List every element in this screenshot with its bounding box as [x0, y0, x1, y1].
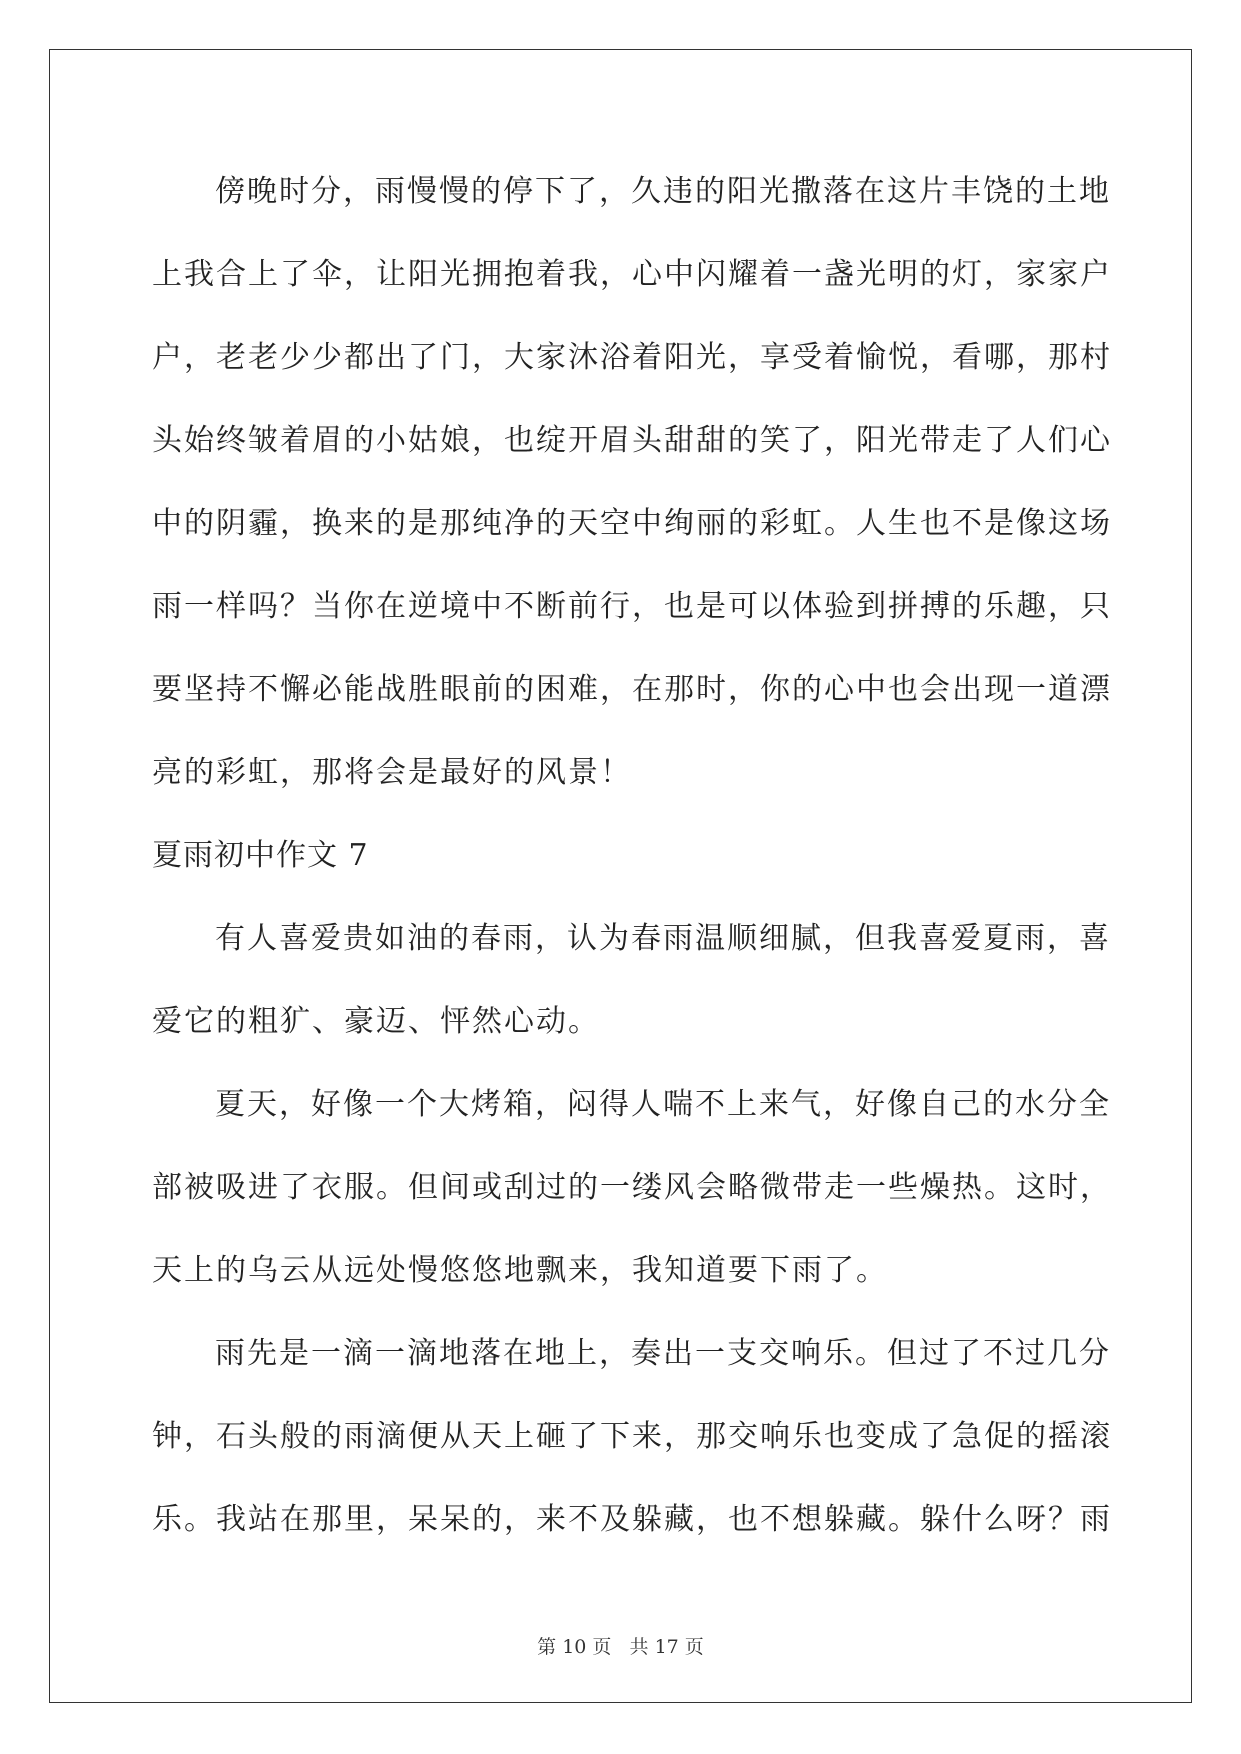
- paragraph-line: 亮的彩虹，那将会是最好的风景！: [152, 755, 632, 790]
- paragraph-line: 钟，石头般的雨滴便从天上砸了下来，那交响乐也变成了急促的摇滚: [152, 1419, 1112, 1454]
- paragraph-line: 乐。我站在那里，呆呆的，来不及躲藏，也不想躲藏。躲什么呀？雨: [152, 1502, 1112, 1537]
- paragraph-line: 部被吸进了衣服。但间或刮过的一缕风会略微带走一些燥热。这时，: [152, 1170, 1112, 1205]
- paragraph-line: 中的阴霾，换来的是那纯净的天空中绚丽的彩虹。人生也不是像这场: [152, 506, 1112, 541]
- section-heading: 夏雨初中作文 7: [152, 838, 369, 873]
- paragraph-line: 天上的乌云从远处慢悠悠地飘来，我知道要下雨了。: [152, 1253, 888, 1288]
- paragraph-line: 户，老老少少都出了门，大家沐浴着阳光，享受着愉悦，看哪，那村: [152, 340, 1112, 375]
- paragraph-line: 上我合上了伞，让阳光拥抱着我，心中闪耀着一盏光明的灯，家家户: [152, 257, 1112, 292]
- page-number-footer: 第 10 页 共 17 页: [537, 1636, 704, 1658]
- paragraph-line: 爱它的粗犷、豪迈、怦然心动。: [152, 1004, 600, 1039]
- paragraph-line: 傍晚时分，雨慢慢的停下了，久违的阳光撒落在这片丰饶的土地: [215, 174, 1111, 209]
- document-body: [152, 160, 1112, 1571]
- paragraph-line: 有人喜爱贵如油的春雨，认为春雨温顺细腻，但我喜爱夏雨，喜: [215, 921, 1111, 956]
- paragraph-line: 雨一样吗？当你在逆境中不断前行，也是可以体验到拼搏的乐趣，只: [152, 589, 1112, 624]
- paragraph-line: 头始终皱着眉的小姑娘，也绽开眉头甜甜的笑了，阳光带走了人们心: [152, 423, 1112, 458]
- paragraph-line: 雨先是一滴一滴地落在地上，奏出一支交响乐。但过了不过几分: [215, 1336, 1111, 1371]
- paragraph-line: 夏天，好像一个大烤箱，闷得人喘不上来气，好像自己的水分全: [215, 1087, 1111, 1122]
- paragraph-line: 要坚持不懈必能战胜眼前的困难，在那时，你的心中也会出现一道漂: [152, 672, 1112, 707]
